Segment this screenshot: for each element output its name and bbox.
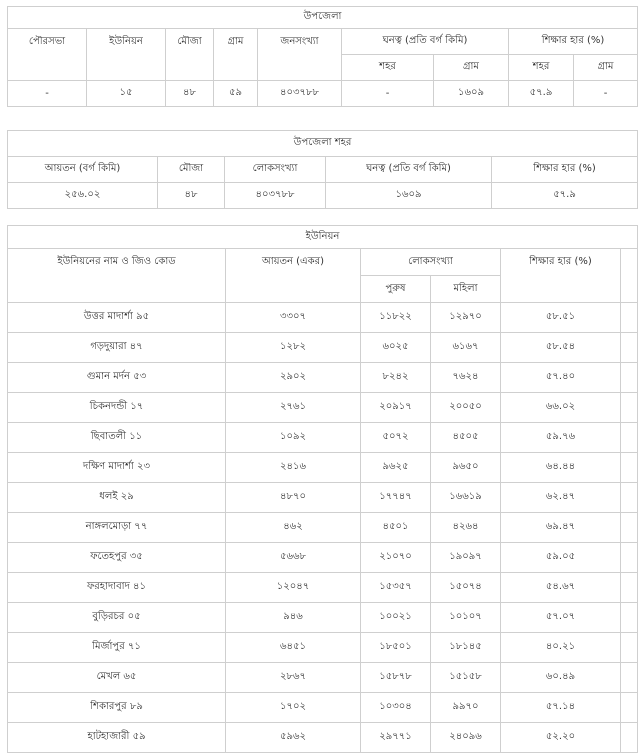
table-row <box>8 603 638 633</box>
table-cell: ১৬০৯ <box>434 81 509 107</box>
header-mouza: মৌজা <box>166 29 214 81</box>
table-row <box>8 543 638 573</box>
union-name-cell: গুমান মর্দন ৫৩ <box>8 363 226 393</box>
empty-cell <box>621 249 638 303</box>
table-row <box>8 393 638 423</box>
union-name-cell: বুড়িরচর ০৫ <box>8 603 226 633</box>
header-village: গ্রাম <box>214 29 258 81</box>
table-cell: ৬১৬৭ <box>431 333 501 363</box>
union-name-cell: দক্ষিণ মাদার্শা ২৩ <box>8 453 226 483</box>
table-cell: ৫৯৬২ <box>226 723 361 753</box>
upazila-table-title: উপজেলা <box>8 7 638 29</box>
table-cell: ১৯০৯৭ <box>431 543 501 573</box>
table-cell: ৭৬২৪ <box>431 363 501 393</box>
table-row <box>8 333 638 363</box>
sub-header-urban: শহর <box>342 55 434 81</box>
table-cell: ১৫৩৫৭ <box>361 573 431 603</box>
table-cell: ৫৬৬৮ <box>226 543 361 573</box>
header-union: ইউনিয়ন <box>87 29 166 81</box>
table-cell: ৪৬২ <box>226 513 361 543</box>
union-name-cell: হাটহাজারী ৫৯ <box>8 723 226 753</box>
empty-cell <box>621 573 638 603</box>
table-cell: ৪৫০১ <box>361 513 431 543</box>
table-row <box>8 513 638 543</box>
table-cell: ৪৫০৫ <box>431 423 501 453</box>
table-cell: ৫৭.৯ <box>492 183 638 209</box>
table-cell: ৫৭.৯ <box>509 81 574 107</box>
union-name-cell: নাঙ্গলমোড়া ৭৭ <box>8 513 226 543</box>
table-row <box>8 723 638 753</box>
header-population: জনসংখ্যা <box>258 29 342 81</box>
table-cell: ২৯৭৭১ <box>361 723 431 753</box>
table-cell: ১৫০৭৪ <box>431 573 501 603</box>
table-cell: ২৪১৬ <box>226 453 361 483</box>
empty-cell <box>621 333 638 363</box>
sub-header-urban: শহর <box>509 55 574 81</box>
upazila-town-table-title: উপজেলা শহর <box>8 131 638 157</box>
table-cell: ৬৯.৪৭ <box>501 513 621 543</box>
union-name-cell: মির্জাপুর ৭১ <box>8 633 226 663</box>
empty-cell <box>621 423 638 453</box>
table-cell: ১৮৫০১ <box>361 633 431 663</box>
table-cell: ৫৪.৬৭ <box>501 573 621 603</box>
table-cell: ১৬০৯ <box>326 183 492 209</box>
table-cell: ৬০২৫ <box>361 333 431 363</box>
table-cell: ৫০৭২ <box>361 423 431 453</box>
table-cell: ৪৮ <box>166 81 214 107</box>
empty-cell <box>621 363 638 393</box>
union-name-cell: ফরহাদাবাদ ৪১ <box>8 573 226 603</box>
table-cell: ১৫৮৭৮ <box>361 663 431 693</box>
table-row <box>8 423 638 453</box>
table-cell: ৫৯.৭৬ <box>501 423 621 453</box>
table-row <box>8 483 638 513</box>
empty-cell <box>621 483 638 513</box>
header-literacy: শিক্ষার হার (%) <box>509 29 638 55</box>
table-cell: - <box>574 81 638 107</box>
table-row <box>8 633 638 663</box>
sub-header-male: পুরুষ <box>361 276 431 303</box>
union-table <box>7 225 638 753</box>
table-cell: ১১৮২২ <box>361 303 431 333</box>
union-name-cell: গড়দুয়ারা ৪৭ <box>8 333 226 363</box>
table-cell: ৬৪৫১ <box>226 633 361 663</box>
header-union-name-geocode: ইউনিয়নের নাম ও জিও কোড <box>8 249 226 303</box>
empty-cell <box>621 543 638 573</box>
table-cell: ২০০৫০ <box>431 393 501 423</box>
table-cell: ৫৯ <box>214 81 258 107</box>
empty-cell <box>621 513 638 543</box>
header-mouza: মৌজা <box>158 157 225 183</box>
table-cell: ১০১০৭ <box>431 603 501 633</box>
table-cell: ৬২.৪৭ <box>501 483 621 513</box>
header-area: আয়তন (একর) <box>226 249 361 303</box>
table-cell: ১৮১৪৫ <box>431 633 501 663</box>
table-row <box>8 363 638 393</box>
union-name-cell: মেখল ৬৫ <box>8 663 226 693</box>
table-cell: ১০৯২ <box>226 423 361 453</box>
header-population: লোকসংখ্যা <box>225 157 326 183</box>
union-name-cell: উত্তর মাদার্শা ৯৫ <box>8 303 226 333</box>
union-name-cell: চিকনদন্ডী ১৭ <box>8 393 226 423</box>
empty-cell <box>621 723 638 753</box>
table-cell: ৬০.৪৯ <box>501 663 621 693</box>
table-cell: ৫৭.৪০ <box>501 363 621 393</box>
table-cell: - <box>8 81 87 107</box>
upazila-table <box>7 6 638 107</box>
table-cell: ৫৮.৫১ <box>501 303 621 333</box>
table-cell: ১৫১৫৮ <box>431 663 501 693</box>
table-cell: ৬৬.০২ <box>501 393 621 423</box>
union-name-cell: ফতেহপুর ৩৫ <box>8 543 226 573</box>
table-cell: ৪৮৭০ <box>226 483 361 513</box>
header-density: ঘনত্ব (প্রতি বর্গ কিমি) <box>342 29 509 55</box>
table-row <box>8 303 638 333</box>
table-cell: ৯৪৬ <box>226 603 361 633</box>
table-cell: ৯৬৫০ <box>431 453 501 483</box>
empty-cell <box>621 693 638 723</box>
table-cell: ২৪০৯৬ <box>431 723 501 753</box>
table-cell: ৩৩০৭ <box>226 303 361 333</box>
union-name-cell: ধলই ২৯ <box>8 483 226 513</box>
table-row <box>8 183 638 209</box>
table-cell: ৪০৩৭৮৮ <box>258 81 342 107</box>
sub-header-female: মহিলা <box>431 276 501 303</box>
table-row <box>8 663 638 693</box>
table-cell: ৯৬২৫ <box>361 453 431 483</box>
table-cell: - <box>342 81 434 107</box>
table-cell: ১৭৭৪৭ <box>361 483 431 513</box>
table-cell: ৬৪.৪৪ <box>501 453 621 483</box>
table-cell: ২৭৬১ <box>226 393 361 423</box>
header-population: লোকসংখ্যা <box>361 249 501 276</box>
upazila-town-table <box>7 130 638 209</box>
table-cell: ৫৭.০৭ <box>501 603 621 633</box>
table-cell: ৮২৪২ <box>361 363 431 393</box>
table-cell: ২৮৬৭ <box>226 663 361 693</box>
table-cell: ২০৯১৭ <box>361 393 431 423</box>
header-pourashava: পৌরসভা <box>8 29 87 81</box>
header-literacy: শিক্ষার হার (%) <box>501 249 621 303</box>
empty-cell <box>621 663 638 693</box>
table-cell: ১২৮২ <box>226 333 361 363</box>
empty-cell <box>621 453 638 483</box>
table-cell: ৫৮.৫৪ <box>501 333 621 363</box>
table-cell: ১৭০২ <box>226 693 361 723</box>
table-cell: ১২০৪৭ <box>226 573 361 603</box>
table-cell: ৫৭.১৪ <box>501 693 621 723</box>
sub-header-rural: গ্রাম <box>434 55 509 81</box>
table-cell: ৪০.২১ <box>501 633 621 663</box>
table-cell: ৪৮ <box>158 183 225 209</box>
empty-cell <box>621 633 638 663</box>
table-cell: ১০০২১ <box>361 603 431 633</box>
union-name-cell: ছিবাতলী ১১ <box>8 423 226 453</box>
union-table-title: ইউনিয়ন <box>8 226 638 249</box>
empty-cell <box>621 603 638 633</box>
table-row <box>8 453 638 483</box>
header-area: আয়তন (বর্গ কিমি) <box>8 157 158 183</box>
union-name-cell: শিকারপুর ৮৯ <box>8 693 226 723</box>
table-cell: ১৬৬১৯ <box>431 483 501 513</box>
table-cell: ৪২৬৪ <box>431 513 501 543</box>
table-row <box>8 573 638 603</box>
header-density: ঘনত্ব (প্রতি বর্গ কিমি) <box>326 157 492 183</box>
table-row <box>8 81 638 107</box>
empty-cell <box>621 393 638 423</box>
table-cell: ২১০৭০ <box>361 543 431 573</box>
table-cell: ২৯০২ <box>226 363 361 393</box>
table-cell: ৪০৩৭৮৮ <box>225 183 326 209</box>
table-cell: ১৫ <box>87 81 166 107</box>
table-cell: ১০৩০৪ <box>361 693 431 723</box>
table-cell: ৯৯৭০ <box>431 693 501 723</box>
header-literacy: শিক্ষার হার (%) <box>492 157 638 183</box>
table-cell: ২৫৬.০২ <box>8 183 158 209</box>
table-cell: ৫২.২০ <box>501 723 621 753</box>
empty-cell <box>621 303 638 333</box>
sub-header-rural: গ্রাম <box>574 55 638 81</box>
table-cell: ৫৯.০৫ <box>501 543 621 573</box>
table-cell: ১২৯৭০ <box>431 303 501 333</box>
table-row <box>8 693 638 723</box>
